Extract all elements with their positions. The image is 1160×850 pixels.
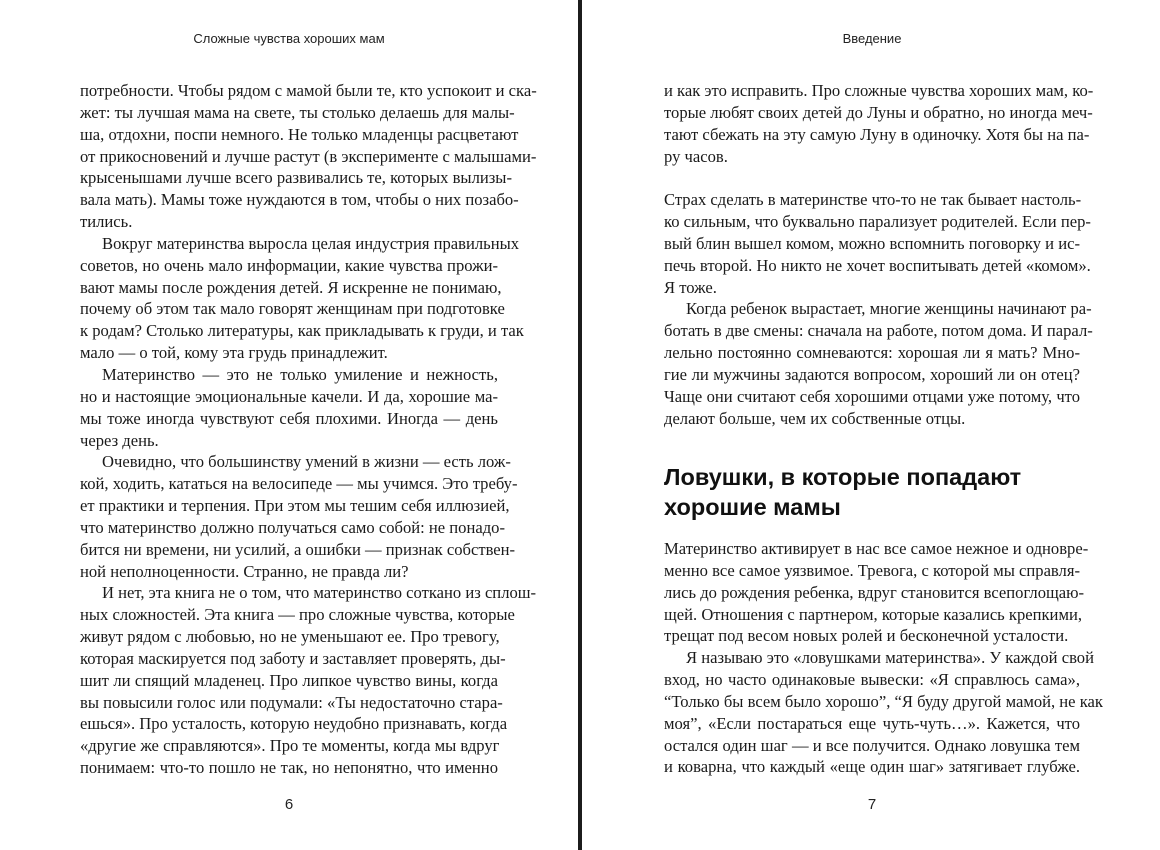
text-line: Материнство активирует в нас все самое нежное и одновре-: [664, 539, 1089, 558]
text-line: тились.: [80, 212, 133, 232]
section-heading-line: Ловушки, в которые попадают: [664, 464, 1022, 490]
text-line: щей. Отношения с партнером, которые казались крепкими,: [664, 604, 1082, 624]
text-line: остался один шаг — и все получится. Однако ловушка тем: [664, 735, 1080, 755]
text-line: от прикосновений и лучше растут (в эксперименте с малышами-: [80, 146, 537, 166]
text-line: ша, отдохни, поспи немного. Не только младенцы расцветают: [80, 124, 519, 144]
text-line: Страх сделать в материнстве что-то не так бывает настоль-: [664, 190, 1082, 210]
text-line: ет практики и терпения. При этом мы тешим себя иллюзией,: [80, 496, 510, 516]
text-line: Когда ребенок вырастает, многие женщины начинают ра-: [686, 299, 1092, 319]
text-line: Я тоже.: [664, 277, 717, 297]
text-line: ко сильным, что буквально парализует родителей. Если пер-: [664, 212, 1091, 232]
left-page: [0, 0, 578, 850]
text-line: мы тоже иногда чувствуют себя плохими. Иногда — день: [80, 408, 498, 428]
body-text: [664, 538, 1103, 778]
text-line: трещат под весом новых ролей и бесконечной усталости.: [664, 626, 1069, 646]
text-line: делают больше, чем их собственные отцы.: [664, 408, 966, 428]
text-line: почему об этом так мало говорят женщинам при подготовке: [80, 299, 505, 319]
right-page: [584, 0, 1160, 850]
running-head: Сложные чувства хороших мам: [193, 31, 385, 46]
text-line: и как это исправить. Про сложные чувства хороших мам, ко-: [664, 81, 1094, 100]
text-line: живут рядом с любовью, но не уменьшают ее. Про тревогу,: [80, 627, 500, 647]
text-line: мало — о той, кому эта грудь принадлежит.: [80, 343, 388, 363]
text-line: тают сбежать на эту самую Луну в одиночку. Хотя бы на па-: [664, 124, 1090, 144]
text-line: Очевидно, что большинству умений в жизни — есть лож-: [102, 452, 511, 472]
text-line: вход, но часто одинаковые вывески: «Я справлюсь сама»,: [664, 670, 1080, 690]
text-line: печь второй. Но никто не хочет воспитывать детей «комом».: [664, 255, 1091, 275]
text-line: лись до рождения ребенка, вдруг становится всепоглощаю-: [664, 582, 1085, 602]
text-line: через день.: [80, 430, 159, 450]
text-line: Чаще они считают себя хорошими отцами уже потому, что: [664, 386, 1080, 406]
text-line: И нет, эта книга не о том, что материнство соткано из сплош-: [102, 583, 537, 603]
text-line: ру часов.: [664, 146, 728, 166]
text-line: но и настоящие эмоциональные качели. И да, хорошие ма-: [80, 386, 498, 406]
text-line: Вокруг материнства выросла целая индустрия правильных: [102, 233, 520, 253]
text-line: которая маскируется под заботу и заставляет проверять, ды-: [80, 648, 506, 668]
text-line: шит ли спящий младенец. Про липкое чувство вины, когда: [80, 670, 498, 690]
text-line: «другие же справляются». Про те моменты, когда мы вдруг: [80, 736, 500, 756]
text-line: менно все самое уязвимое. Тревога, с которой мы справля-: [664, 560, 1080, 580]
running-head: Введение: [842, 31, 902, 46]
text-line: ной неполноценности. Странно, не правда ли?: [80, 561, 409, 581]
body-text: [664, 80, 1094, 430]
text-line: понимаем: что-то пошло не так, но непонятно, что именно: [80, 758, 498, 778]
text-line: ных сложностей. Эта книга — про сложные чувства, которые: [80, 605, 515, 625]
text-line: к родам? Столько литературы, как прикладывать к груди, и так: [80, 321, 524, 341]
text-line: что материнство должно получаться само собой: не понадо-: [80, 517, 505, 537]
page-number: 6: [284, 796, 294, 813]
body-text: [80, 80, 537, 779]
text-line: ботать в две смены: сначала на работе, потом дома. И парал-: [664, 321, 1093, 341]
text-line: торые любят своих детей до Луны и обратно, но иногда меч-: [664, 102, 1093, 122]
text-line: потребности. Чтобы рядом с мамой были те, кто успокоит и ска-: [80, 81, 537, 100]
section-heading-line: хорошие мамы: [664, 494, 841, 520]
text-line: кой, ходить, кататься на велосипеде — мы учимся. Это требу-: [80, 474, 518, 494]
text-line: вы повысили голос или подумали: «Ты недостаточно стара-: [80, 692, 503, 712]
section-heading: [664, 462, 1094, 522]
text-line: и коварна, что каждый «еще один шаг» затягивает глубже.: [664, 757, 1080, 777]
text-line: вала мать). Мамы тоже нуждаются в том, чтобы о них позабо-: [80, 190, 519, 210]
text-line: крысенышами лучше всего развивались те, которых вылизы-: [80, 168, 512, 188]
text-line: Материнство — это не только умиление и нежность,: [102, 364, 498, 384]
text-line: вый блин вышел комом, можно вспомнить поговорку и ис-: [664, 233, 1080, 253]
text-line: советов, но очень мало информации, какие чувства прожи-: [80, 255, 498, 275]
text-line: моя”, «Если постараться еще чуть-чуть…». Кажется, что: [664, 713, 1080, 733]
text-line: вают мамы после рождения детей. Я искренне не понимаю,: [80, 277, 502, 297]
text-line: Я называю это «ловушками материнства». У каждой свой: [686, 648, 1094, 668]
text-line: жет: ты лучшая мама на свете, ты столько делаешь для малы-: [80, 102, 515, 122]
text-line: ешься». Про усталость, которую неудобно признавать, когда: [80, 714, 508, 734]
text-line: бится ни времени, ни усилий, а ошибки — признак собствен-: [80, 539, 516, 559]
text-line: гие ли мужчины задаются вопросом, хороший ли он отец?: [664, 364, 1080, 384]
text-line: “Только бы всем было хорошо”, “Я буду другой мамой, не как: [664, 691, 1103, 711]
text-line: лельно постоянно сомневаются: хорошая ли я мать? Мно-: [664, 343, 1080, 363]
spine-divider: [578, 0, 582, 850]
page-number: 7: [867, 796, 877, 813]
